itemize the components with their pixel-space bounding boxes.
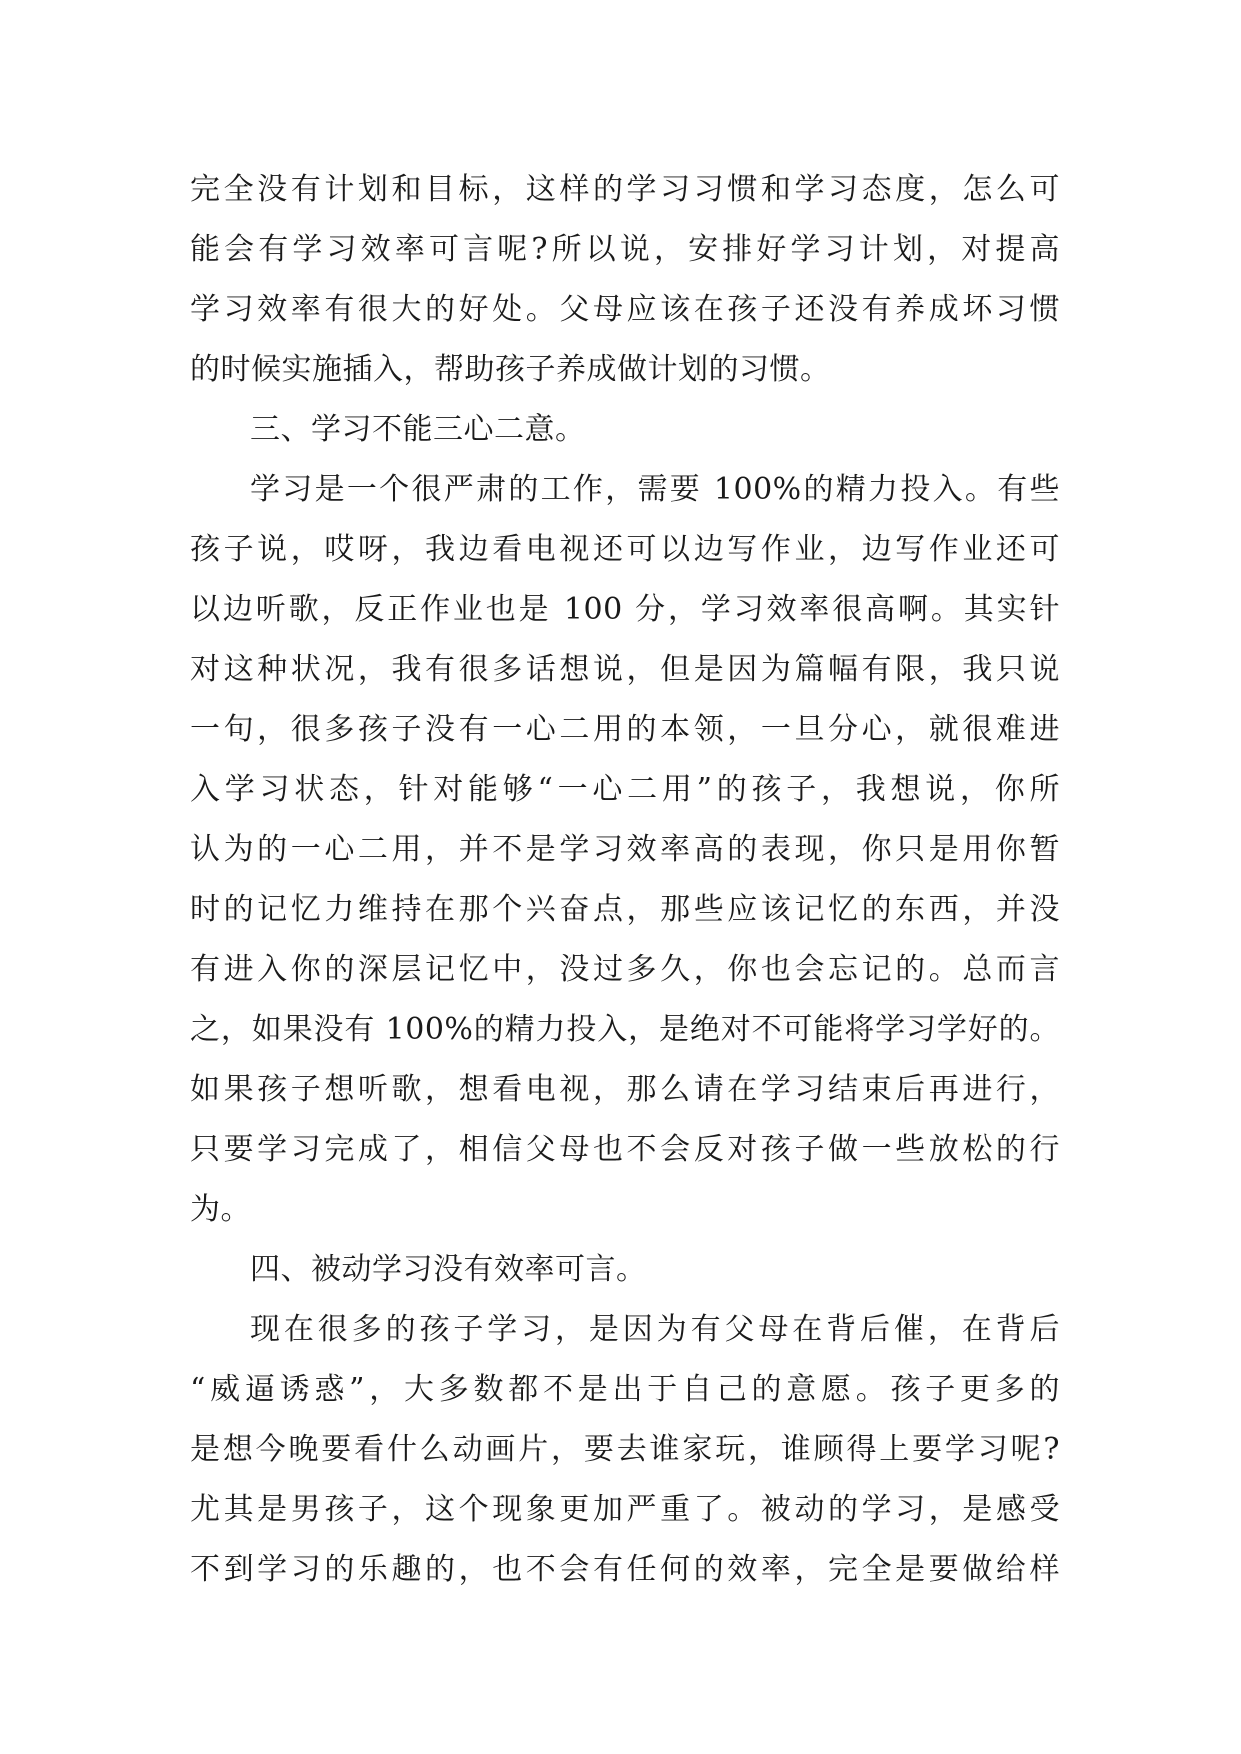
- text-line: 认为的一心二用，并不是学习效率高的表现，你只是用你暂: [190, 832, 1060, 867]
- text-line: 如果孩子想听歌，想看电视，那么请在学习结束后再进行，: [190, 1072, 1060, 1107]
- document-body: [190, 160, 1060, 1600]
- text-line: 孩子说，哎呀，我边看电视还可以边写作业，边写作业还可: [190, 532, 1060, 567]
- paragraph-first-line: 学习是一个很严肃的工作，需要 100%的精力投入。有些: [250, 472, 1060, 507]
- text-line: 完全没有计划和目标，这样的学习习惯和学习态度，怎么可: [190, 172, 1060, 207]
- text-line: 一句，很多孩子没有一心二用的本领，一旦分心，就很难进: [190, 712, 1060, 747]
- text-line: 有进入你的深层记忆中，没过多久，你也会忘记的。总而言: [190, 952, 1060, 987]
- text-line: 尤其是男孩子，这个现象更加严重了。被动的学习，是感受: [190, 1492, 1060, 1527]
- text-line: 能会有学习效率可言呢?所以说，安排好学习计划，对提高: [190, 232, 1060, 267]
- text-line: 入学习状态，针对能够“一心二用”的孩子，我想说，你所: [190, 772, 1060, 807]
- text-line: “威逼诱惑”，大多数都不是出于自己的意愿。孩子更多的: [190, 1372, 1060, 1407]
- text-line: 的时候实施插入，帮助孩子养成做计划的习惯。: [190, 352, 831, 387]
- text-line: 之，如果没有 100%的精力投入，是绝对不可能将学习学好的。: [190, 1012, 1060, 1047]
- text-line: 以边听歌，反正作业也是 100 分，学习效率很高啊。其实针: [190, 592, 1060, 627]
- text-line: 时的记忆力维持在那个兴奋点，那些应该记忆的东西，并没: [190, 892, 1060, 927]
- text-line: 是想今晚要看什么动画片，要去谁家玩，谁顾得上要学习呢?: [190, 1432, 1060, 1467]
- text-line: 学习效率有很大的好处。父母应该在孩子还没有养成坏习惯: [190, 292, 1060, 327]
- paragraph-first-line: 现在很多的孩子学习，是因为有父母在背后催，在背后: [250, 1312, 1060, 1347]
- section-heading: 四、被动学习没有效率可言。: [250, 1252, 647, 1287]
- text-line: 对这种状况，我有很多话想说，但是因为篇幅有限，我只说: [190, 652, 1060, 687]
- text-line: 只要学习完成了，相信父母也不会反对孩子做一些放松的行: [190, 1132, 1060, 1167]
- section-heading: 三、学习不能三心二意。: [250, 412, 586, 447]
- text-line: 为。: [190, 1192, 251, 1227]
- text-line: 不到学习的乐趣的，也不会有任何的效率，完全是要做给样: [190, 1552, 1060, 1587]
